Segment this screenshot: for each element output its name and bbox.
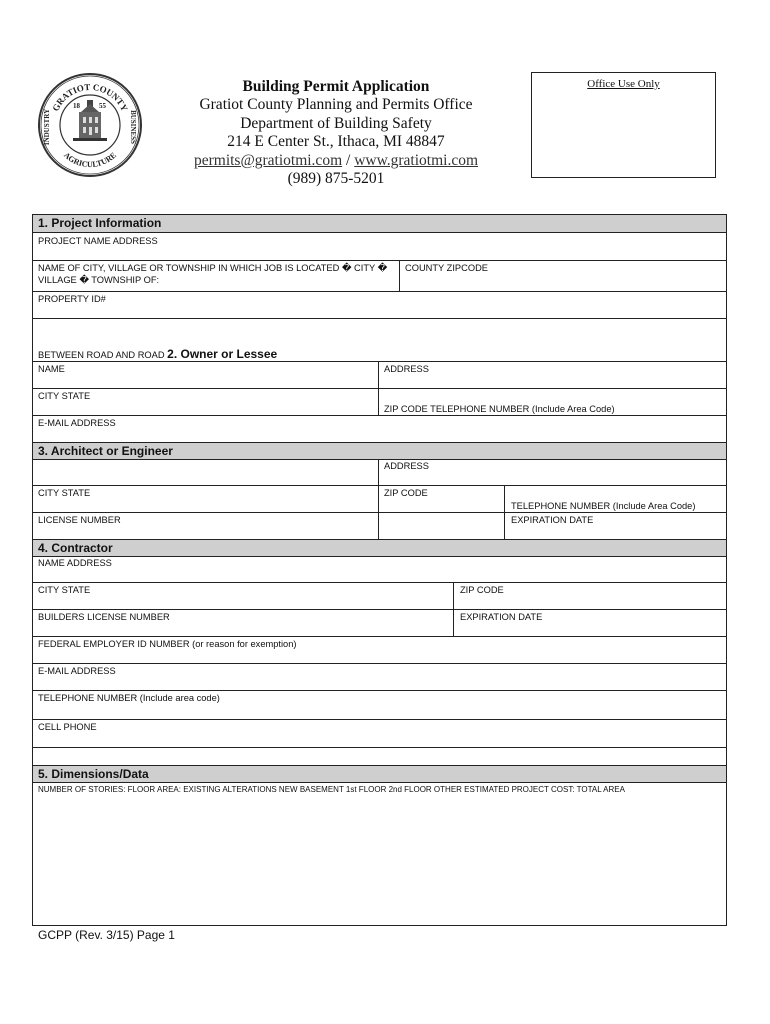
divider (33, 415, 726, 416)
header-block (150, 78, 522, 188)
divider (33, 636, 726, 637)
permit-form (32, 214, 727, 926)
project-name-address-field[interactable]: PROJECT NAME ADDRESS (38, 236, 158, 246)
divider (33, 719, 726, 720)
dimensions-data-field[interactable]: NUMBER OF STORIES: FLOOR AREA: EXISTING ALTERATIONS NEW BASEMENT 1st FLOOR 2nd FLOOR OTHER ESTIMATED PROJECT COST: TOTAL AREA (38, 785, 625, 794)
divider (504, 485, 505, 541)
contractor-zip-field[interactable]: ZIP CODE (460, 585, 504, 595)
architect-telephone-field[interactable]: TELEPHONE NUMBER (Include Area Code) (511, 501, 696, 511)
divider (33, 485, 726, 486)
form-title: Building Permit Application (242, 78, 430, 95)
form-footer: GCPP (Rev. 3/15) Page 1 (38, 928, 175, 942)
architect-license-field[interactable]: LICENSE NUMBER (38, 515, 121, 525)
architect-zip-field[interactable]: ZIP CODE (384, 488, 428, 498)
federal-id-field[interactable]: FEDERAL EMPLOYER ID NUMBER (or reason for exemption) (38, 639, 297, 649)
section-dimensions-header: 5. Dimensions/Data (33, 765, 726, 783)
contractor-email-field[interactable]: E-MAIL ADDRESS (38, 666, 116, 676)
divider (33, 512, 726, 513)
section-owner-header: 2. Owner or Lessee (167, 347, 278, 361)
office-use-box (531, 72, 716, 178)
contact-links (150, 152, 522, 170)
owner-zip-phone-field[interactable]: ZIP CODE TELEPHONE NUMBER (Include Area Code) (384, 404, 615, 414)
divider (399, 260, 400, 291)
builders-license-field[interactable]: BUILDERS LICENSE NUMBER (38, 612, 170, 622)
office-address: 214 E Center St., Ithaca, MI 48847 (227, 133, 445, 151)
divider (33, 388, 726, 389)
property-id-field[interactable]: PROPERTY ID# (38, 294, 106, 304)
divider (378, 460, 379, 541)
divider (33, 690, 726, 691)
section-project-header: 1. Project Information (33, 215, 726, 233)
svg-text:18: 18 (73, 102, 80, 110)
owner-email-field[interactable]: E-MAIL ADDRESS (38, 418, 116, 428)
section-contractor-header: 4. Contractor (33, 539, 726, 557)
svg-text:GRATIOT COUNTY: GRATIOT COUNTY (50, 81, 130, 113)
contractor-name-address-field[interactable]: NAME ADDRESS (38, 558, 112, 568)
svg-text:AGRICULTURE: AGRICULTURE (61, 150, 119, 170)
svg-text:55: 55 (99, 102, 106, 110)
website-link[interactable]: www.gratiotmi.com (354, 151, 479, 169)
divider (33, 318, 726, 319)
architect-expiration-field[interactable]: EXPIRATION DATE (511, 515, 594, 525)
divider (33, 609, 726, 610)
contractor-telephone-field[interactable]: TELEPHONE NUMBER (Include area code) (38, 693, 220, 703)
architect-city-state-field[interactable]: CITY STATE (38, 488, 91, 498)
divider (33, 663, 726, 664)
department-name: Department of Building Safety (240, 114, 432, 132)
svg-text:BUSINESS: BUSINESS (129, 110, 137, 144)
contractor-city-state-field[interactable]: CITY STATE (38, 585, 91, 595)
svg-text:INDUSTRY: INDUSTRY (43, 108, 51, 146)
architect-address-field[interactable]: ADDRESS (384, 461, 429, 471)
between-road-field[interactable]: BETWEEN ROAD AND ROAD 2. Owner or Lessee (38, 347, 278, 361)
divider (33, 260, 726, 261)
owner-address-field[interactable]: ADDRESS (384, 364, 429, 374)
email-link[interactable]: permits@gratiotmi.com (193, 151, 343, 169)
city-village-township-field[interactable]: NAME OF CITY, VILLAGE OR TOWNSHIP IN WHICH JOB IS LOCATED � CITY � VILLAGE � TOWNSHIP OF: (38, 263, 388, 285)
divider (33, 582, 726, 583)
owner-city-state-field[interactable]: CITY STATE (38, 391, 91, 401)
county-zipcode-field[interactable]: COUNTY ZIPCODE (405, 263, 488, 273)
office-use-label: Office Use Only (587, 78, 660, 90)
owner-name-field[interactable]: NAME (38, 364, 65, 374)
divider (33, 361, 726, 362)
office-phone: (989) 875-5201 (287, 170, 385, 188)
divider (33, 291, 726, 292)
link-separator: / (346, 151, 351, 169)
section-architect-header: 3. Architect or Engineer (33, 442, 726, 460)
office-name: Gratiot County Planning and Permits Office (199, 96, 473, 114)
county-seal-logo (37, 72, 143, 178)
divider (33, 747, 726, 748)
contractor-expiration-field[interactable]: EXPIRATION DATE (460, 612, 543, 622)
contractor-cell-field[interactable]: CELL PHONE (38, 722, 97, 732)
